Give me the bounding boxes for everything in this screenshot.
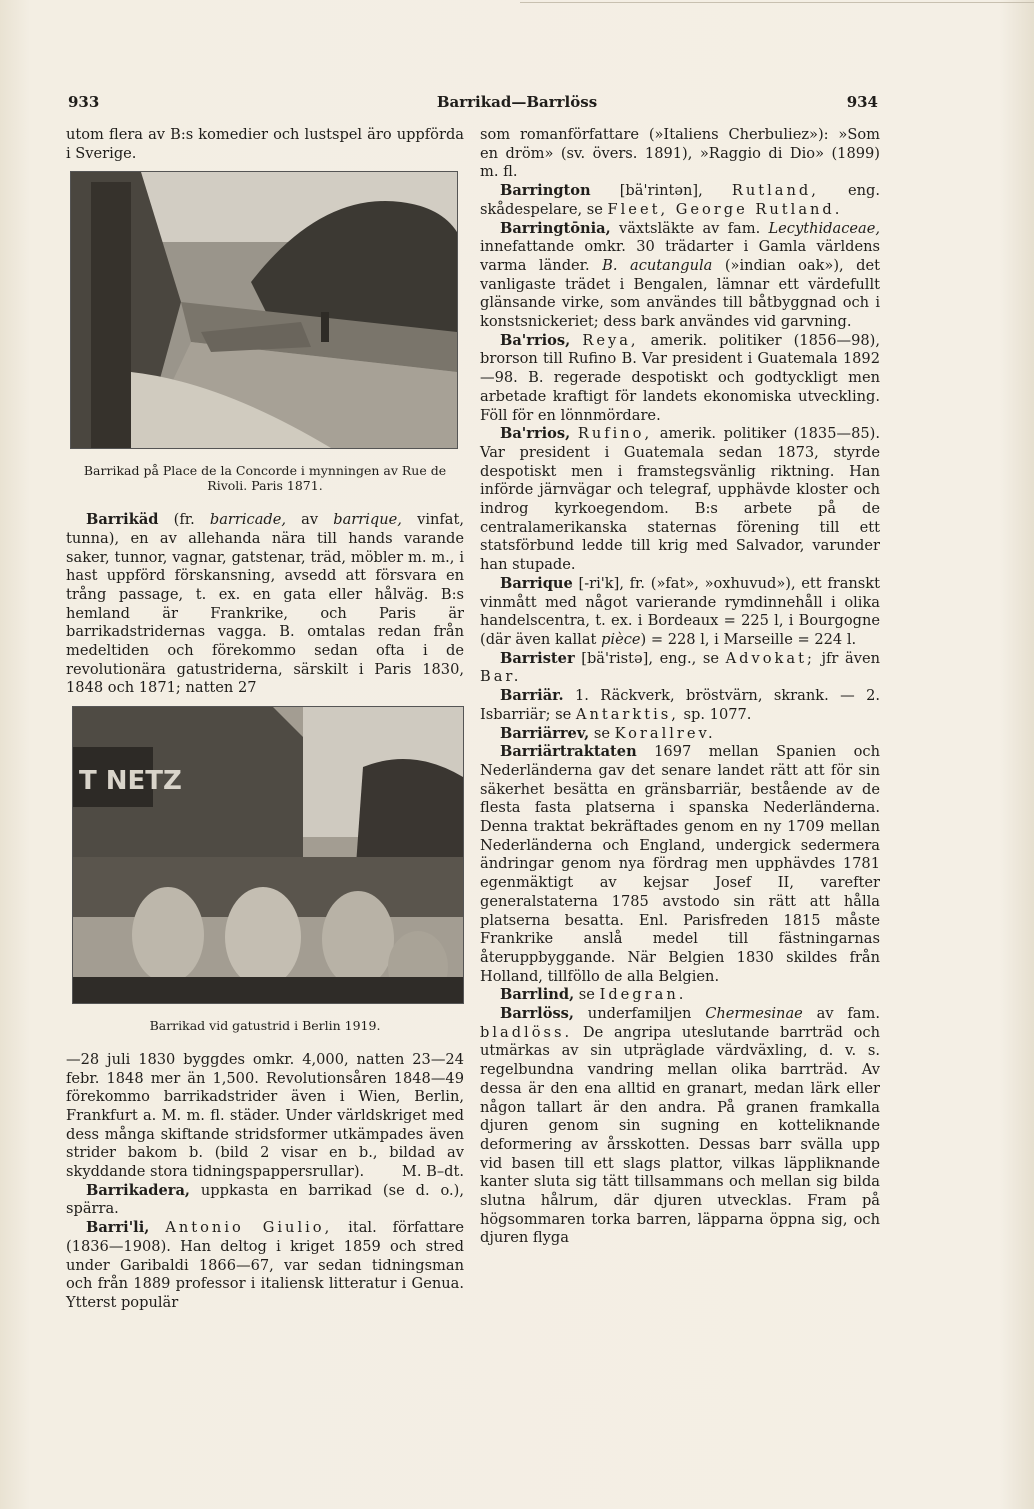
entry-barrios-reya [480, 332, 880, 426]
text: 1697 mellan Spanien och Nederländerna gav det senare landet rätt att för sin säkerhet besätta en gränsbarriär, bestående av de flesta fasta platserna i spanska Nederländerna. Denna traktat bekräftades genom en ny 1709 mellan Nederländerna och England, undergick sedermera ändringar genom nya fördrag men upphävdes 1781 egenmäktigt av kejsar Josef II, varefter generalstaterna 1785 avstodo sin rätt att hålla platserna besatta. Enl. Parisfreden 1815 måste Frankrike anslå medel till fästningarnas återuppbyggande. När Belgien 1830 skildes från Holland, tillföllo de alla Belgien. [480, 743, 880, 985]
entry-barriar [480, 687, 880, 724]
italic-term: B. acutangula [602, 256, 713, 274]
italic-term: barricade, [209, 511, 287, 529]
figure-2 [66, 706, 464, 1033]
text: jfr även [814, 649, 880, 667]
text: innefattande omkr. 30 trädarter i Gamla världens varma länder. [480, 238, 880, 274]
paragraph-continuation-right: som romanförfattare (»Italiens Cherbuliez»): »Som en dröm» (sv. övers. 1891), »Raggio di Dio» (1899) m. fl. [480, 126, 880, 181]
entry-barrios-rufino [480, 425, 880, 575]
text: [-ri'k], fr. (»fat», »oxhuvud»), ett franskt vinmått med något varierande rymdinnehåll i olika handelscentra, t. ex. i Bordeaux = 225 l, i Bourgogne (där även kallat [480, 574, 880, 648]
paragraph-continuation: utom flera av B:s komedier och lustspel äro uppförda i Sverige. [66, 126, 464, 162]
headword-barrister: Barrister [500, 649, 575, 667]
headword-barrington: Barrington [500, 182, 591, 200]
spaced-name: Antonio Giulio, [165, 1219, 333, 1237]
paragraph-continuation-2 [66, 1051, 464, 1182]
left-column [66, 126, 464, 1313]
headword-barrloss: Barrlöss, [500, 1005, 574, 1023]
italic-term: Lecythidaceae, [768, 219, 880, 237]
text: ital. författare (1836—1908). Han deltog i kriget 1859 och stred under Garibaldi 1866—67, var sedan tidningsman och från 1889 professor i italiensk litteratur i Genua. Ytterst populär [66, 1219, 464, 1311]
headword-barriarrev: Barriärrev, [500, 724, 590, 742]
cross-reference: Antarktis, [575, 705, 679, 723]
text: amerik. politiker (1835—85). Var president i Guatemala sedan 1873, styrde despotiskt men i framstegsvänlig riktning. Han införde järnvägar och telegraf, upphävde kloster och indrog kyrkoegendom. B:s arbete på de centralamerikanska staternas förening till ett statsförbund ledde till krig med Salvador, varunder han stupade. [480, 425, 881, 574]
headword-barriartraktaten: Barriärtraktaten [500, 743, 637, 761]
cross-reference: Fleet, George Rutland. [607, 200, 843, 218]
entry-barrikad [66, 511, 464, 698]
italic-term: barrique, [333, 511, 402, 529]
text: av [286, 511, 334, 529]
photo-berlin-barricade [72, 706, 464, 1004]
headword-barrikad: Barrikäd [86, 511, 159, 529]
figure-1 [66, 171, 464, 493]
cross-reference: Idegran. [599, 986, 687, 1004]
headword-barriar: Barriär. [500, 687, 564, 705]
text: (»indian oak»), det vanligaste trädet i Bengalen, lämnar ett värdefullt glänsande virke, som användes till båtbyggnad och i konstsnickeriet; dess bark användes vid garvning. [480, 256, 881, 331]
text: uppkasta en barrikad (se d. o.), spärra. [66, 1181, 464, 1218]
figure-1-caption: Barrikad på Place de la Concorde i mynningen av Rue de Rivoli. Paris 1871. [83, 463, 447, 494]
right-column [480, 126, 880, 1248]
text: amerik. politiker (1856—98), brorson till Rufino B. Var president i Guatemala 1892—98. B. regerade despotiskt och godtyckligt men arbetade kraftigt för landets ekonomiska utveckling. Föll för en lönnmördare. [480, 331, 881, 424]
entry-barringtonia [480, 220, 880, 332]
spaced-name: Rutland, [731, 182, 819, 200]
headword-barrlind: Barrlind, [500, 986, 575, 1004]
text: vinfat, tunna), en av allehanda nära till hands varande saker, tunnor, vagnar, gatstenar, träd, möbler m. m., i hast uppförd förskansning, avsedd att försvara en trång passage, t. ex. en gata eller hålväg. B:s hemland är Frankrike, och Paris är barrikadstridernas vagga. B. omtalas redan från medeltiden och förekommo sedan ofta i de revolutionära gatustriderna, särskilt i Paris 1830, 1848 och 1871; natten 27 [66, 511, 464, 697]
text: —28 juli 1830 byggdes omkr. 4,000, natten 23—24 febr. 1848 mer än 1,500. Revolutionsåren 1848—49 förekommo barrikadstrider även i Wien, Berlin, Frankfurt a. M. m. fl. städer. Under världskriget med dess många skiftande stridsformer utkämpades även strider bakom b. (bild 2 visar en b., bildad av skyddande stora tidningspappersrullar). [66, 1050, 464, 1181]
cross-reference: bladlöss. [480, 1023, 573, 1041]
entry-barrington [480, 182, 880, 219]
entry-barrique [480, 575, 880, 650]
headword-barrique: Barrique [500, 574, 573, 592]
text: växtsläkte av fam. [610, 219, 769, 237]
spaced-name: Rufino, [577, 425, 653, 443]
entry-barriarrev [480, 725, 880, 744]
italic-term: pièce [601, 630, 641, 648]
text: 1. Räckverk, bröstvärn, skrank. — 2. Isbarriär; se [480, 687, 880, 723]
page-number-right: 934 [846, 93, 878, 111]
text: se [589, 724, 615, 742]
text: [bä'rintən], [590, 182, 732, 200]
entry-barrlind [480, 986, 880, 1005]
text: se [574, 986, 600, 1004]
text: av fam. [802, 1005, 880, 1023]
headword-barringtonia: Barringtōnia, [500, 219, 611, 237]
figure-2-caption: Barrikad vid gatustrid i Berlin 1919. [149, 1017, 381, 1033]
entry-barrister [480, 650, 880, 687]
text: De angripa uteslutande barrträd och utmärkas av sin utpräglade värdväxling, d. v. s. regelbundna vandring mellan olika barrträd. Av dessa är den ena alltid en granart, medan lärk eller någon tallart är den andra. På granen framkalla djuren genom sin sugning en kotteliknande deformering av årsskotten. Dessas barr svälla upp vid basen till ett slags plattor, vilkas läppliknande kanter sluta sig tätt tillsammans och mellan sig bilda slutna hålrum, där djuren utvecklas. Fram på högsommaren torka barren, läpparna öppna sig, och djuren flyga [480, 1023, 880, 1247]
text: underfamiljen [573, 1005, 706, 1023]
entry-barrili [66, 1219, 464, 1313]
entry-barrikadera [66, 1182, 464, 1219]
running-title: Barrikad—Barrlöss [436, 93, 598, 111]
headword-barrili: Barri'li, [86, 1219, 150, 1237]
top-rule [520, 2, 1034, 3]
headword-barrikadera: Barrikadera, [86, 1181, 190, 1199]
text: sp. 1077. [678, 705, 752, 723]
headword-barrios: Ba'rrios, [500, 331, 571, 349]
text: (fr. [158, 511, 210, 529]
italic-term: Chermesinae [705, 1005, 803, 1023]
headword-barrios: Ba'rrios, [500, 425, 571, 443]
signature: M. B–dt. [401, 1163, 464, 1181]
page-number-left: 933 [68, 93, 100, 111]
entry-barriartraktaten [480, 743, 880, 986]
entry-barrloss [480, 1005, 880, 1248]
text: [bä'ristə], eng., se [574, 649, 726, 667]
cross-reference: Advokat; [725, 649, 815, 667]
cross-reference: Korallrev. [614, 724, 716, 742]
photo-sign-text: T NETZ [79, 766, 182, 797]
text: ) = 228 l, i Marseille = 224 l. [640, 630, 857, 648]
text: eng. skådespelare, se [480, 182, 880, 218]
spaced-name: Reya, [582, 331, 639, 349]
photo-concorde-barricade [70, 171, 458, 449]
cross-reference: Bar. [480, 668, 522, 686]
